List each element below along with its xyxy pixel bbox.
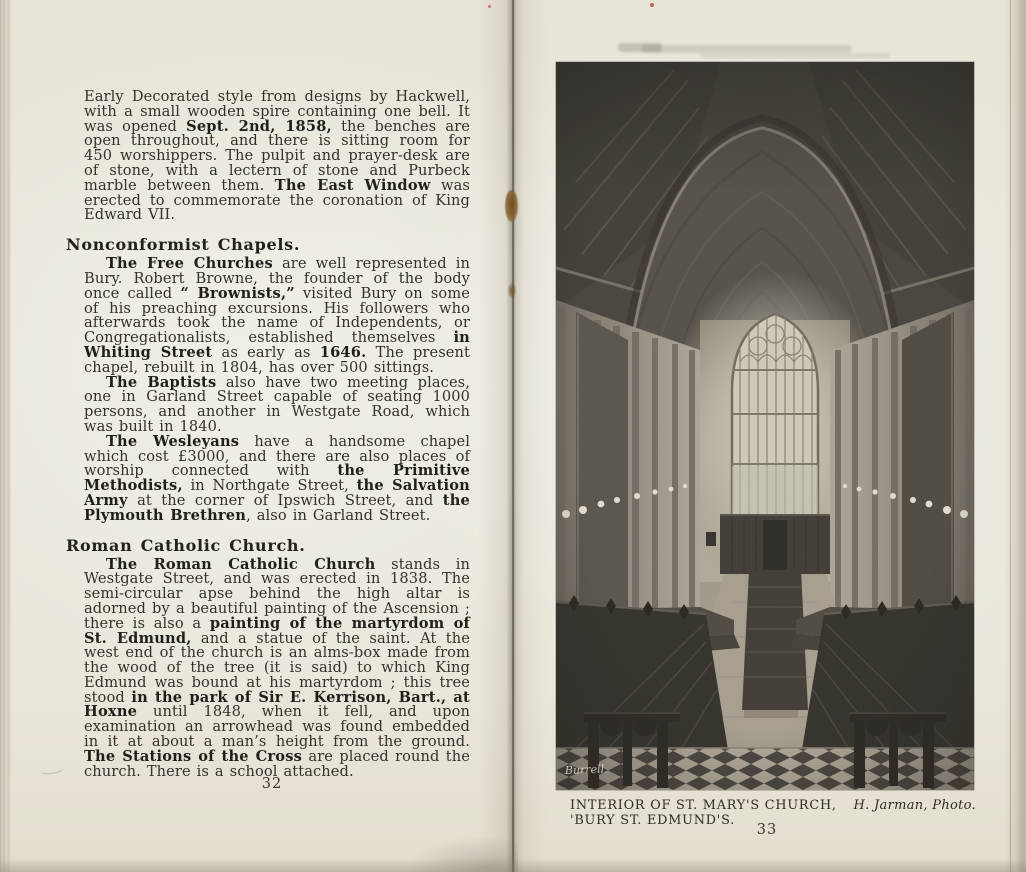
body-paragraph — [84, 90, 470, 223]
body-paragraph — [84, 373, 471, 435]
bold-text-run: The Wesleyans — [106, 432, 240, 450]
photo-credit: H. Jarman, Photo. — [853, 798, 976, 813]
body-paragraph — [84, 555, 471, 780]
text-run: are placed round the church. There is a school attached. — [84, 747, 471, 780]
bold-text-run: in the park of Sir E. Kerrison, Bart., at Hoxne — [84, 688, 470, 721]
section-heading: Nonconformist Chapels. — [66, 235, 301, 255]
ghost-print-smudge — [700, 53, 890, 58]
photo-signature: Burrell. — [564, 762, 608, 777]
photo-figure — [556, 62, 974, 790]
bold-text-run: in Whiting Street — [84, 329, 470, 361]
bold-text-run: the Plymouth Brethren — [84, 491, 470, 524]
text-run: the benches are open throughout, and there is sitting room for 450 worshippers. The pulpit and prayer-desk are of stone, with a lectern of stone and Purbeck marble between them. — [84, 117, 471, 194]
bold-text-run: Sept. 2nd, 1858, — [186, 117, 332, 135]
text-run: are well represented in Bury. Robert Browne, the founder of the body once called — [84, 255, 470, 302]
body-paragraph — [84, 257, 470, 375]
gutter-fold-line — [512, 0, 514, 872]
pencil-mark — [39, 762, 64, 776]
text-run: until 1848, when it fell, and upon examination an arrowhead was found embedded in it at about a man’s height from the ground. — [84, 703, 470, 751]
text-run: was erected to commemorate the coronation of King Edward VII. — [84, 176, 470, 224]
text-run: visited Bury on some of his preaching excursions. His followers who afterwards took the name of Independents, or Congregationalists, established themselves — [84, 284, 470, 347]
ghost-print-smudge — [642, 45, 852, 53]
text-run: stands in Westgate Street, and was erected in 1838. The semi-circular apse behind the high altar is adorned by a beautiful painting of the Ascension ; there is also a — [84, 555, 471, 632]
page-edge-bottom — [0, 858, 1026, 872]
text-run: Early Decorated style from designs by Hackwell, with a small wooden spire containing one bell. It was opened — [84, 88, 470, 135]
left-page-text — [66, 88, 471, 780]
bold-text-run: the Primitive Methodists, — [84, 462, 470, 495]
text-run: in Northgate Street, — [182, 477, 357, 495]
page-edge-right — [1004, 0, 1026, 872]
photo-caption-line2: 'BURY ST. EDMUND'S. — [570, 812, 736, 828]
foxing-spot — [508, 283, 516, 298]
ink-speck — [650, 3, 654, 7]
text-run: as early as — [212, 343, 320, 361]
text-run: have a handsome chapel which cost £3000, and there are also places of worship connected with — [84, 432, 470, 480]
ink-speck — [488, 5, 491, 8]
page-number-left: 32 — [261, 776, 283, 792]
gutter-shadow — [478, 0, 548, 872]
bold-text-run: The East Window — [274, 176, 431, 194]
page-number-right: 33 — [756, 822, 778, 838]
foxing-spot — [505, 190, 518, 222]
bold-text-run: painting of the martyrdom of St. Edmund, — [84, 614, 470, 647]
bold-text-run: The Roman Catholic Church — [106, 555, 376, 573]
bold-text-run: the Salvation Army — [84, 477, 470, 509]
text-run: also have two meeting places, one in Garland Street capable of seating 1000 persons, and another in Westgate Road, which was built in 1840. — [84, 373, 471, 435]
text-run: The present chapel, rebuilt in 1804, has over 500 sittings. — [84, 343, 470, 376]
body-paragraph — [84, 432, 470, 524]
bold-text-run: 1646. — [319, 343, 367, 361]
bold-text-run: “ Brownists,” — [180, 284, 295, 302]
text-run: , also in Garland Street. — [246, 506, 431, 524]
text-run: at the corner of Ipswich Street, and — [127, 491, 443, 509]
section-heading: Roman Catholic Church. — [66, 535, 306, 555]
church-interior-photo — [556, 62, 974, 790]
bold-text-run: The Free Churches — [106, 255, 273, 273]
text-run: and a statue of the saint. At the west end of the church is an alms-box made from the wood of the tree (it is said) to which King Edmund was bound at his martyrdom ; this tree stood — [84, 629, 470, 706]
photo-caption-line1: INTERIOR OF ST. MARY'S CHURCH, — [570, 798, 837, 813]
bold-text-run: The Stations of the Cross — [84, 747, 303, 765]
page-edge-left — [0, 0, 11, 872]
bold-text-run: The Baptists — [106, 373, 217, 391]
